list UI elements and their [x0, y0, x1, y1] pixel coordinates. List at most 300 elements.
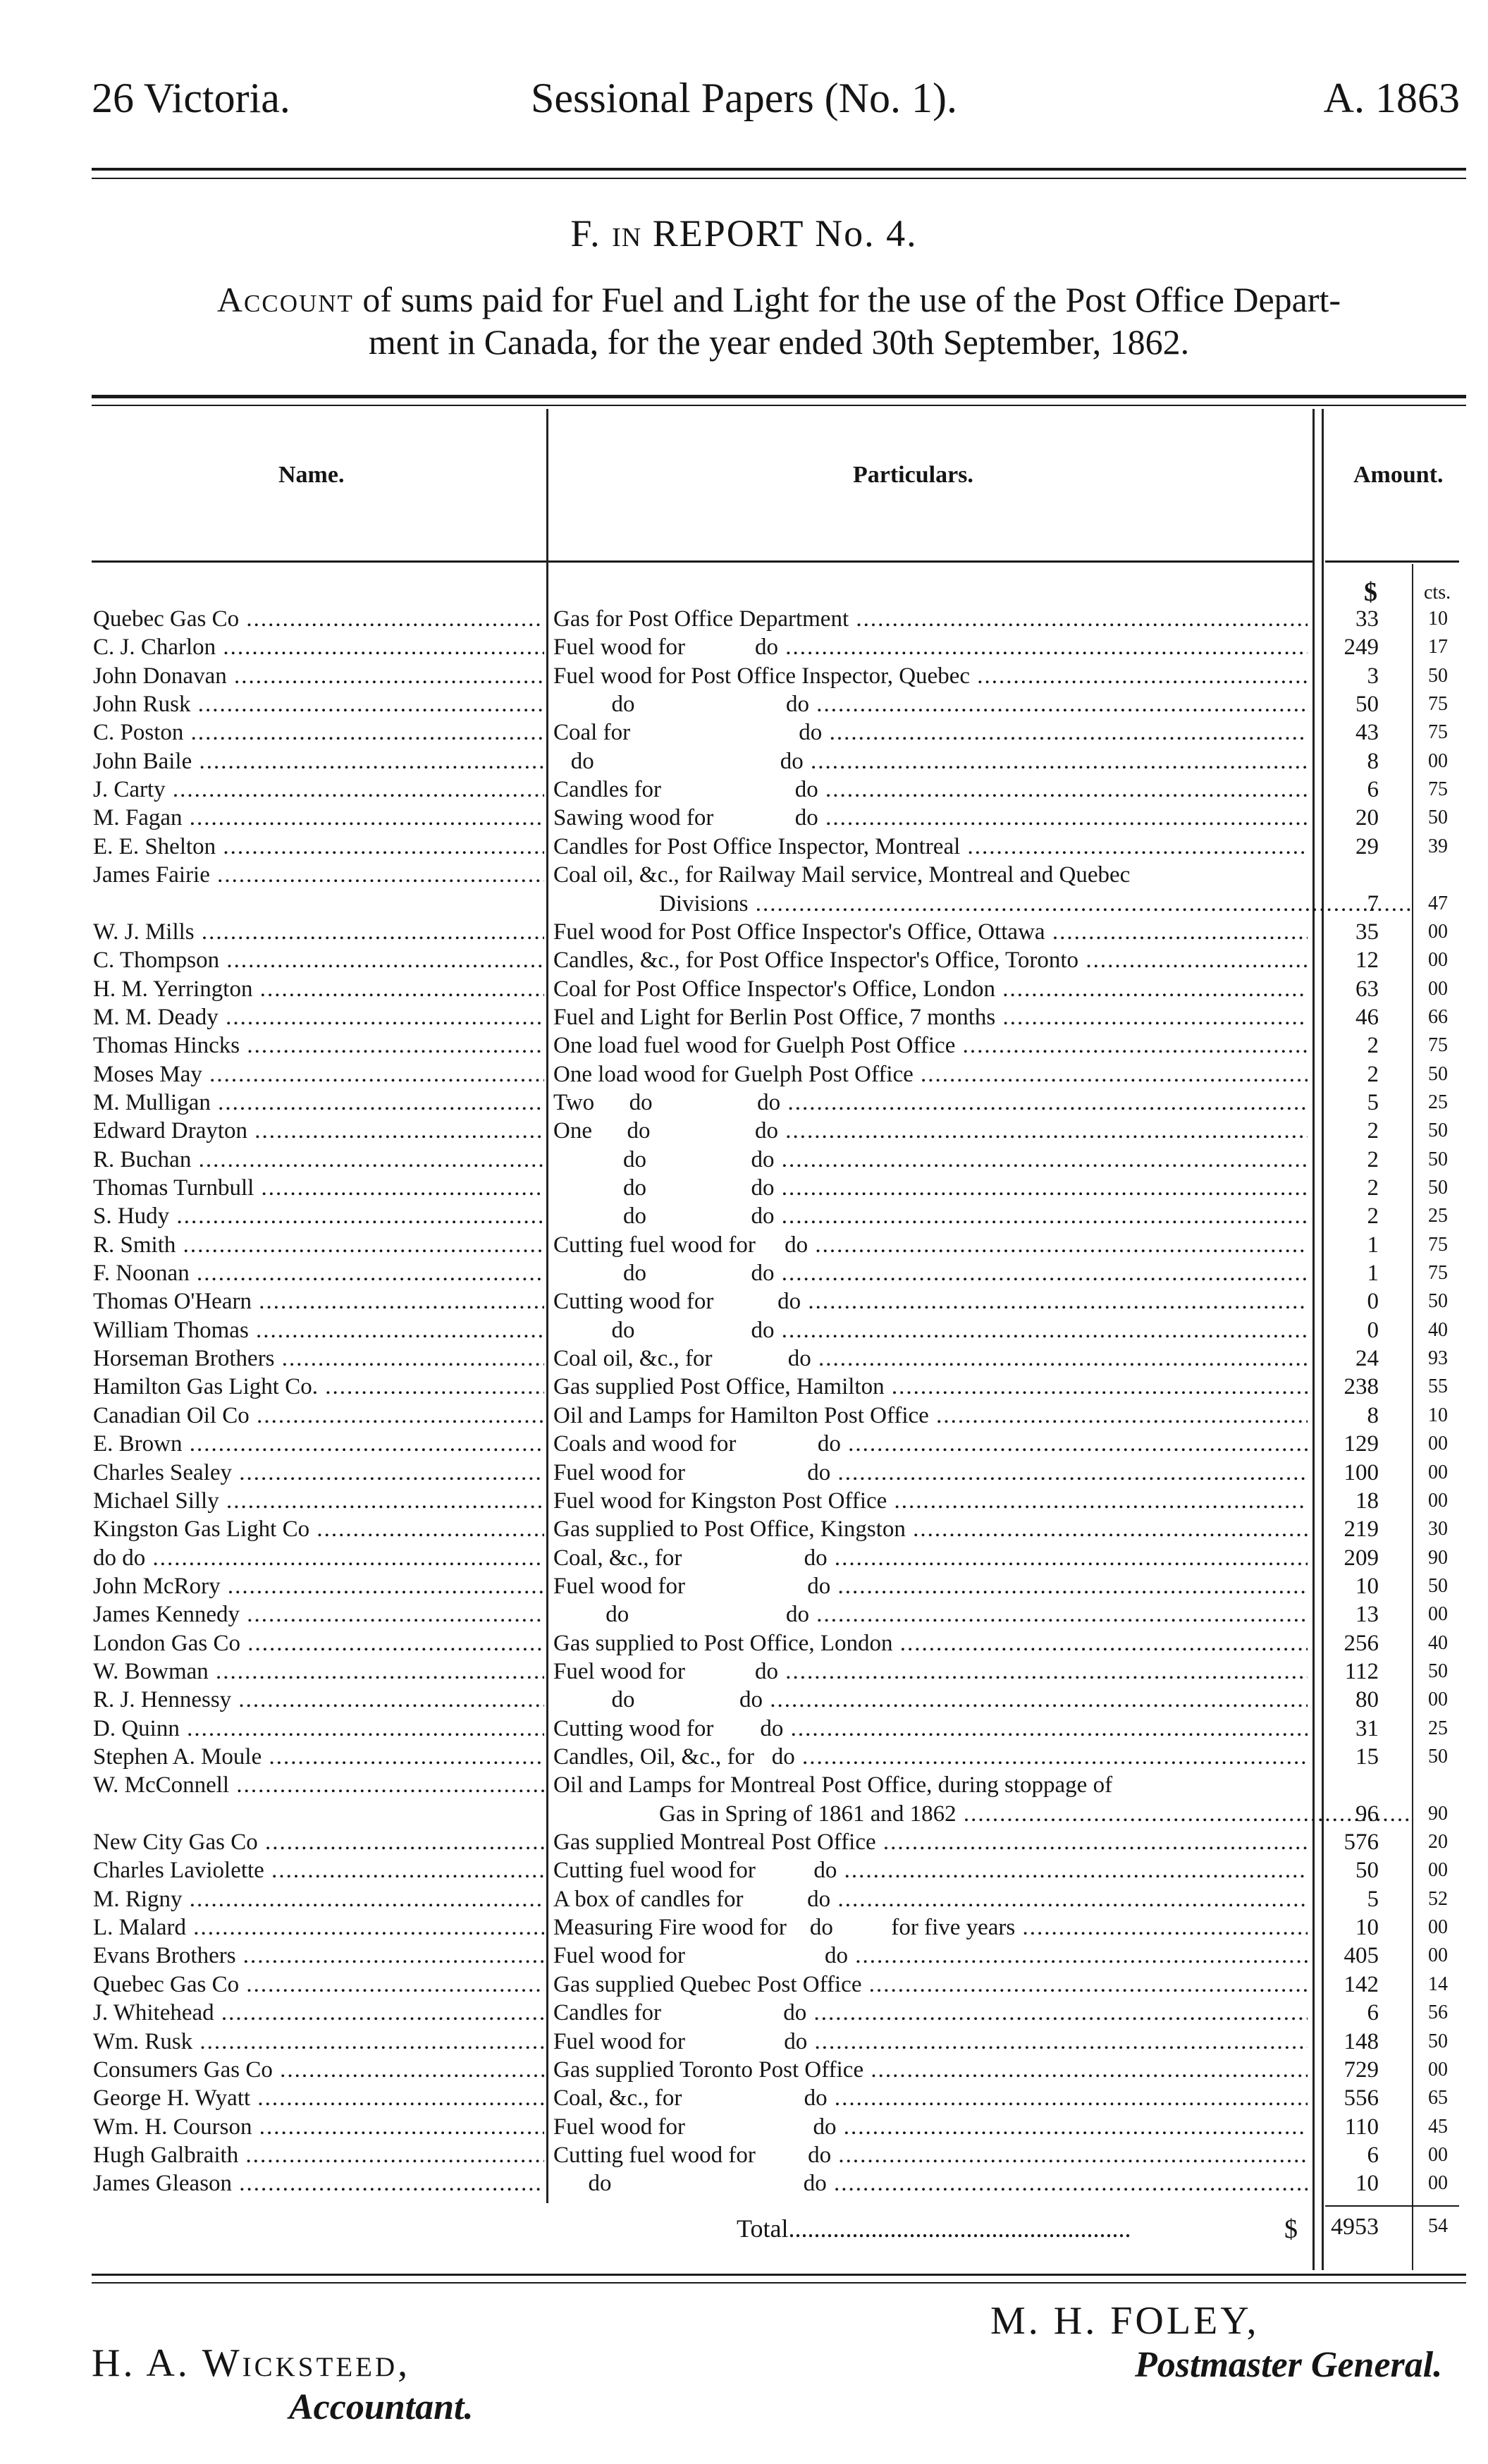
particulars-text: Two do do .....: [553, 1089, 1308, 1117]
payee-name: James Kennedy .....: [93, 1600, 544, 1629]
amount-dollars: 142: [1343, 1972, 1379, 1997]
amount-dollars: 24: [1355, 1346, 1379, 1371]
payee-name: L. Malard .....: [93, 1913, 544, 1942]
table-row: [0, 2028, 1488, 2056]
amount-cents: 50: [1428, 1575, 1448, 1597]
amount-dollars: 20: [1355, 805, 1379, 830]
amount-cents: 00: [1428, 921, 1448, 943]
amount-dollars: 112: [1344, 1659, 1379, 1684]
table-row: [0, 1231, 1488, 1259]
particulars-text: Fuel wood for do .....: [553, 2113, 1308, 2141]
amount-cents: 40: [1428, 1632, 1448, 1654]
amount-dollars: 6: [1367, 2143, 1379, 2168]
total-label: Total......................................................: [737, 2214, 1131, 2243]
particulars-text: Cutting fuel wood for do .....: [553, 1856, 1308, 1884]
table-row: [0, 1316, 1488, 1344]
payee-name: M. Fagan .....: [93, 804, 544, 832]
particulars-text: One load fuel wood for Guelph Post Office .....: [553, 1031, 1308, 1060]
table-row: [0, 605, 1488, 633]
payee-name: George H. Wyatt .....: [93, 2084, 544, 2112]
table-row: [0, 1430, 1488, 1458]
column-header-particulars: Particulars.: [853, 462, 973, 488]
payee-name: Thomas O'Hearn .....: [93, 1287, 544, 1316]
amount-dollars: 8: [1367, 1403, 1379, 1428]
table-row: [0, 2169, 1488, 2198]
amount-dollars: 110: [1344, 2114, 1379, 2140]
table-row: [0, 1259, 1488, 1287]
particulars-text: Coal, &c., for do .....: [553, 2084, 1308, 2112]
payee-name: E. E. Shelton .....: [93, 833, 544, 861]
table-row: [0, 1344, 1488, 1373]
amount-dollars: 1: [1367, 1261, 1379, 1286]
amount-dollars: 1: [1367, 1232, 1379, 1258]
table-row: [0, 946, 1488, 974]
table-row: [0, 1657, 1488, 1686]
amount-dollars: 80: [1355, 1687, 1379, 1712]
table-row: [0, 861, 1488, 889]
particulars-text: Fuel wood for do .....: [553, 633, 1308, 661]
particulars-text: Gas supplied to Post Office, London .....: [553, 1629, 1308, 1657]
particulars-text: Fuel wood for Post Office Inspector, Quebec .....: [553, 662, 1308, 690]
table-row: [0, 2056, 1488, 2084]
payee-name: W. McConnell .....: [93, 1771, 544, 1799]
amount-cents: 25: [1428, 1717, 1448, 1739]
table-row: [0, 833, 1488, 861]
amount-cents: 39: [1428, 835, 1448, 857]
particulars-text: do do .....: [553, 1202, 1308, 1230]
amount-cents: 75: [1428, 1234, 1448, 1256]
table-row: [0, 1089, 1488, 1117]
amount-dollars: 7: [1367, 891, 1379, 917]
amount-cents: 25: [1428, 1091, 1448, 1113]
payee-name: Wm. Rusk .....: [93, 2028, 544, 2056]
particulars-text: Fuel wood for do .....: [553, 2028, 1308, 2056]
payee-name: Hamilton Gas Light Co. .....: [93, 1373, 544, 1401]
payee-name: M. Rigny .....: [93, 1885, 544, 1913]
amount-cents: 10: [1428, 1404, 1448, 1426]
amount-cents: 50: [1428, 1063, 1448, 1085]
amount-cents: 00: [1428, 1944, 1448, 1966]
amount-cents: 90: [1428, 1803, 1448, 1825]
particulars-text: Cutting fuel wood for do .....: [553, 2141, 1308, 2169]
payee-name: Thomas Hincks .....: [93, 1031, 544, 1060]
table-row: [0, 975, 1488, 1003]
particulars-text: Candles, Oil, &c., for do .....: [553, 1743, 1308, 1771]
payee-name: W. Bowman .....: [93, 1657, 544, 1686]
table-row: [0, 662, 1488, 690]
particulars-text: Candles for do .....: [553, 776, 1308, 804]
postmaster-name: M. H. FOLEY,: [990, 2299, 1260, 2343]
amount-dollars: 0: [1367, 1289, 1379, 1314]
payee-name: M. Mulligan .....: [93, 1089, 544, 1117]
particulars-text: do do .....: [553, 1174, 1308, 1202]
report-title-main: REPORT No. 4.: [652, 212, 918, 255]
particulars-text: do do .....: [553, 690, 1308, 718]
payee-name: Charles Sealey .....: [93, 1459, 544, 1487]
total-top-rule: [1325, 2205, 1459, 2207]
table-row: [0, 1970, 1488, 1999]
table-row: [0, 1715, 1488, 1743]
amount-dollars: 50: [1355, 692, 1379, 717]
amount-dollars: 6: [1367, 2000, 1379, 2025]
amount-cents: 50: [1428, 1148, 1448, 1170]
header-papers: Sessional Papers (No. 1).: [531, 75, 957, 121]
payee-name: Hugh Galbraith .....: [93, 2141, 544, 2169]
amount-dollars: 43: [1355, 720, 1379, 745]
amount-cents: 65: [1428, 2087, 1448, 2109]
amount-dollars: 2: [1367, 1147, 1379, 1172]
particulars-text: Fuel wood for Post Office Inspector's Office, Ottawa .....: [553, 918, 1308, 946]
payee-name: James Gleason .....: [93, 2169, 544, 2198]
amount-cents: 00: [1428, 1490, 1448, 1512]
report-title-prefix: F.: [570, 212, 601, 255]
table-row: [0, 1003, 1488, 1031]
amount-cents: 00: [1428, 1603, 1448, 1625]
amount-dollars: 12: [1355, 948, 1379, 973]
table-row: [0, 2113, 1488, 2141]
total-cents: 54: [1428, 2215, 1448, 2237]
amount-cents: 00: [1428, 2172, 1448, 2194]
amount-dollars: 96: [1355, 1801, 1379, 1827]
particulars-text: Coal for do .....: [553, 718, 1308, 747]
bottom-rule-a: [92, 2274, 1466, 2276]
amount-cents: 55: [1428, 1375, 1448, 1397]
particulars-text: Gas supplied Toronto Post Office .....: [553, 2056, 1308, 2084]
amount-cents: 50: [1428, 2030, 1448, 2052]
payee-name: Wm. H. Courson .....: [93, 2113, 544, 2141]
amount-dollars: 219: [1343, 1516, 1379, 1542]
amount-dollars: 148: [1343, 2029, 1379, 2054]
table-row: [0, 1743, 1488, 1771]
amount-cents: 00: [1428, 1916, 1448, 1938]
particulars-text: Cutting fuel wood for do .....: [553, 1231, 1308, 1259]
particulars-text: Coal oil, &c., for do .....: [553, 1344, 1308, 1373]
header-session: 26 Victoria.: [92, 75, 290, 121]
amount-dollars: 249: [1343, 635, 1379, 660]
amount-dollars: 576: [1343, 1829, 1379, 1855]
payee-name: Charles Laviolette .....: [93, 1856, 544, 1884]
amount-dollars: 46: [1355, 1005, 1379, 1030]
table-row: [0, 690, 1488, 718]
table-row: [0, 1287, 1488, 1316]
particulars-text: Candles, &c., for Post Office Inspector's Office, Toronto .....: [553, 946, 1308, 974]
amount-dollars: 2: [1367, 1033, 1379, 1058]
amount-dollars: 10: [1355, 1574, 1379, 1599]
table-row: [0, 1515, 1488, 1543]
payee-name: C. J. Charlon .....: [93, 633, 544, 661]
particulars-text: Fuel wood for do .....: [553, 1942, 1308, 1970]
amount-dollars: 2: [1367, 1175, 1379, 1201]
table-row: [0, 1459, 1488, 1487]
particulars-text: do do .....: [553, 1146, 1308, 1174]
amount-cents: 56: [1428, 2002, 1448, 2023]
payee-name: Canadian Oil Co .....: [93, 1402, 544, 1430]
amount-cents: 50: [1428, 665, 1448, 687]
accountant-title: Accountant.: [289, 2387, 474, 2427]
amount-cents: 75: [1428, 693, 1448, 715]
amount-dollars: 3: [1367, 663, 1379, 689]
payee-name: C. Poston .....: [93, 718, 544, 747]
amount-cents: 00: [1428, 2059, 1448, 2080]
total-label-text: Total: [737, 2214, 789, 2243]
particulars-text: Coal for Post Office Inspector's Office, London .....: [553, 975, 1308, 1003]
particulars-text: Gas supplied Quebec Post Office .....: [553, 1970, 1308, 1999]
amount-cents: 52: [1428, 1888, 1448, 1910]
amount-dollars: 209: [1343, 1545, 1379, 1571]
payee-name: J. Carty .....: [93, 776, 544, 804]
table-row: [0, 804, 1488, 832]
amount-cents: 90: [1428, 1547, 1448, 1569]
table-row: [0, 1174, 1488, 1202]
particulars-text: Cutting wood for do .....: [553, 1715, 1308, 1743]
payee-name: London Gas Co .....: [93, 1629, 544, 1657]
amount-dollars: 10: [1355, 2171, 1379, 2196]
amount-dollars: 129: [1343, 1431, 1379, 1457]
particulars-text: Candles for do .....: [553, 1999, 1308, 2027]
amount-dollars: 256: [1343, 1631, 1379, 1656]
amount-dollars: 5: [1367, 1090, 1379, 1115]
payee-name: James Fairie .....: [93, 861, 544, 889]
particulars-text: do do .....: [553, 1686, 1308, 1714]
particulars-text: Divisions .....: [553, 890, 1413, 918]
payee-name: M. M. Deady .....: [93, 1003, 544, 1031]
particulars-text: Gas supplied Post Office, Hamilton .....: [553, 1373, 1308, 1401]
table-row: [0, 1031, 1488, 1060]
amount-dollars: 2: [1367, 1203, 1379, 1229]
amount-dollars: 29: [1355, 834, 1379, 859]
payee-name: R. Smith .....: [93, 1231, 544, 1259]
amount-cents: 50: [1428, 1746, 1448, 1767]
cents-unit: cts.: [1424, 582, 1451, 603]
column-header-amount: Amount.: [1353, 462, 1444, 488]
total-dollar-sign: $: [1284, 2214, 1298, 2244]
particulars-text: do do .....: [553, 1259, 1308, 1287]
amount-cents: 00: [1428, 2144, 1448, 2166]
amount-dollars: 8: [1367, 749, 1379, 774]
amount-cents: 00: [1428, 1859, 1448, 1881]
table-row: [0, 1060, 1488, 1089]
accountant-name: H. A. Wicksteed,: [92, 2341, 411, 2385]
table-row: [0, 776, 1488, 804]
amount-dollars: 556: [1343, 2085, 1379, 2111]
amount-dollars: 33: [1355, 606, 1379, 632]
table-row: [0, 1487, 1488, 1515]
payee-name: Moses May .....: [93, 1060, 544, 1089]
column-header-name: Name.: [278, 462, 345, 488]
amount-dollars: 10: [1355, 1915, 1379, 1940]
table-row: [0, 1572, 1488, 1600]
description-lead: Account: [216, 280, 354, 319]
particulars-text: A box of candles for do .....: [553, 1885, 1308, 1913]
payee-name: Michael Silly .....: [93, 1487, 544, 1515]
particulars-text: Fuel wood for Kingston Post Office .....: [553, 1487, 1308, 1515]
amount-cents: 00: [1428, 949, 1448, 971]
particulars-text: do do .....: [553, 1316, 1308, 1344]
amount-cents: 00: [1428, 1688, 1448, 1710]
amount-cents: 50: [1428, 1660, 1448, 1682]
table-row: [0, 1913, 1488, 1942]
payee-name: H. M. Yerrington .....: [93, 975, 544, 1003]
table-row: [0, 633, 1488, 661]
payee-name: J. Whitehead .....: [93, 1999, 544, 2027]
particulars-text: Gas supplied to Post Office, Kingston .....: [553, 1515, 1308, 1543]
table-row: [0, 1800, 1488, 1828]
payee-name: William Thomas .....: [93, 1316, 544, 1344]
payee-name: R. J. Hennessy .....: [93, 1686, 544, 1714]
amount-cents: 75: [1428, 778, 1448, 800]
table-row: [0, 718, 1488, 747]
total-dollars: 4953: [1331, 2214, 1379, 2240]
amount-dollars: 15: [1355, 1744, 1379, 1770]
bottom-rule-b: [92, 2282, 1466, 2284]
amount-cents: 47: [1428, 893, 1448, 914]
payee-name: Horseman Brothers .....: [93, 1344, 544, 1373]
amount-dollars: 100: [1343, 1460, 1379, 1485]
table-row: [0, 1771, 1488, 1799]
table-row: [0, 1402, 1488, 1430]
amount-cents: 45: [1428, 2116, 1448, 2138]
amount-cents: 14: [1428, 1973, 1448, 1995]
table-row: [0, 1942, 1488, 1970]
payee-name: New City Gas Co .....: [93, 1828, 544, 1856]
payee-name: D. Quinn .....: [93, 1715, 544, 1743]
payee-name: Kingston Gas Light Co .....: [93, 1515, 544, 1543]
table-row: [0, 1146, 1488, 1174]
amount-cents: 75: [1428, 1034, 1448, 1056]
payee-name: R. Buchan .....: [93, 1146, 544, 1174]
amount-cents: 50: [1428, 1177, 1448, 1199]
particulars-text: Oil and Lamps for Montreal Post Office, during stoppage of: [553, 1772, 1113, 1798]
particulars-text: Sawing wood for do .....: [553, 804, 1308, 832]
report-title-in: IN: [612, 223, 642, 252]
payee-name: John Baile .....: [93, 747, 544, 776]
amount-dollars: 2: [1367, 1062, 1379, 1087]
amount-dollars: 729: [1343, 2057, 1379, 2083]
particulars-text: Fuel wood for do .....: [553, 1459, 1308, 1487]
payee-name: John McRory .....: [93, 1572, 544, 1600]
payee-name: John Donavan .....: [93, 662, 544, 690]
amount-dollars: 13: [1355, 1602, 1379, 1627]
header-appendix: A. 1863: [1323, 75, 1460, 121]
table-row: [0, 1117, 1488, 1145]
table-row: [0, 2084, 1488, 2112]
amount-cents: 93: [1428, 1347, 1448, 1369]
particulars-text: Gas for Post Office Department .....: [553, 605, 1308, 633]
amount-cents: 10: [1428, 608, 1448, 630]
table-row: [0, 1202, 1488, 1230]
payee-name: Consumers Gas Co .....: [93, 2056, 544, 2084]
amount-dollars: 18: [1355, 1488, 1379, 1514]
table-row: [0, 918, 1488, 946]
amount-cents: 20: [1428, 1831, 1448, 1853]
particulars-text: do do .....: [553, 1600, 1308, 1629]
amount-cents: 30: [1428, 1518, 1448, 1540]
amount-cents: 50: [1428, 1120, 1448, 1141]
payee-name: S. Hudy .....: [93, 1202, 544, 1230]
postmaster-title: Postmaster General.: [1135, 2345, 1443, 2385]
table-row: [0, 1885, 1488, 1913]
particulars-text: do do .....: [553, 2169, 1308, 2198]
table-row: [0, 1686, 1488, 1714]
payee-name: Thomas Turnbull .....: [93, 1174, 544, 1202]
table-row: [0, 747, 1488, 776]
particulars-text: Cutting wood for do .....: [553, 1287, 1308, 1316]
amount-dollars: 238: [1343, 1374, 1379, 1399]
payee-name: Quebec Gas Co .....: [93, 1970, 544, 1999]
particulars-text: Gas supplied Montreal Post Office .....: [553, 1828, 1308, 1856]
particulars-text: Coal, &c., for do .....: [553, 1544, 1308, 1572]
payee-name: do do .....: [93, 1544, 544, 1572]
payee-name: F. Noonan .....: [93, 1259, 544, 1287]
amount-cents: 25: [1428, 1205, 1448, 1227]
payee-name: Quebec Gas Co .....: [93, 605, 544, 633]
amount-cents: 17: [1428, 636, 1448, 658]
amount-dollars: 0: [1367, 1318, 1379, 1343]
particulars-text: Coals and wood for do .....: [553, 1430, 1308, 1458]
amount-dollars: 405: [1343, 1943, 1379, 1968]
particulars-text: Gas in Spring of 1861 and 1862 .....: [553, 1800, 1413, 1828]
amount-cents: 50: [1428, 807, 1448, 828]
amount-cents: 66: [1428, 1006, 1448, 1028]
amount-cents: 75: [1428, 721, 1448, 743]
payee-name: Edward Drayton .....: [93, 1117, 544, 1145]
particulars-text: Fuel wood for do .....: [553, 1572, 1308, 1600]
amount-cents: 00: [1428, 978, 1448, 1000]
table-row: [0, 890, 1488, 918]
particulars-text: One do do .....: [553, 1117, 1308, 1145]
amount-dollars: 2: [1367, 1118, 1379, 1144]
dollars-unit: $: [1364, 577, 1377, 607]
payee-name: Evans Brothers .....: [93, 1942, 544, 1970]
payee-name: W. J. Mills .....: [93, 918, 544, 946]
payee-name: Stephen A. Moule .....: [93, 1743, 544, 1771]
amount-dollars: 5: [1367, 1887, 1379, 1912]
amount-cents: 00: [1428, 750, 1448, 772]
payee-name: C. Thompson .....: [93, 946, 544, 974]
particulars-text: Fuel wood for do .....: [553, 1657, 1308, 1686]
table-row: [0, 1856, 1488, 1884]
payee-name: E. Brown .....: [93, 1430, 544, 1458]
amount-cents: 00: [1428, 1461, 1448, 1483]
table-row: [0, 2141, 1488, 2169]
particulars-text: Coal oil, &c., for Railway Mail service, Montreal and Quebec: [553, 862, 1131, 888]
table-row: [0, 1828, 1488, 1856]
amount-cents: 00: [1428, 1433, 1448, 1454]
amount-dollars: 63: [1355, 976, 1379, 1002]
particulars-text: Measuring Fire wood for do for five years .....: [553, 1913, 1308, 1942]
particulars-text: Fuel and Light for Berlin Post Office, 7 months .....: [553, 1003, 1308, 1031]
particulars-text: One load wood for Guelph Post Office .....: [553, 1060, 1308, 1089]
payee-name: John Rusk .....: [93, 690, 544, 718]
table-row: [0, 1600, 1488, 1629]
table-row: [0, 1999, 1488, 2027]
particulars-text: do do .....: [553, 747, 1308, 776]
description-line1: of sums paid for Fuel and Light for the use of the Post Office Depart-: [362, 280, 1341, 319]
description-line2: ment in Canada, for the year ended 30th September, 1862.: [368, 322, 1190, 362]
table-row: [0, 1373, 1488, 1401]
particulars-text: Candles for Post Office Inspector, Montreal .....: [553, 833, 1308, 861]
table-row: [0, 1629, 1488, 1657]
table-row: [0, 1544, 1488, 1572]
amount-dollars: 35: [1355, 919, 1379, 945]
amount-dollars: 50: [1355, 1858, 1379, 1883]
particulars-text: Oil and Lamps for Hamilton Post Office .....: [553, 1402, 1308, 1430]
amount-cents: 40: [1428, 1319, 1448, 1341]
amount-cents: 75: [1428, 1262, 1448, 1284]
amount-dollars: 31: [1355, 1716, 1379, 1741]
amount-cents: 50: [1428, 1290, 1448, 1312]
amount-dollars: 6: [1367, 777, 1379, 802]
